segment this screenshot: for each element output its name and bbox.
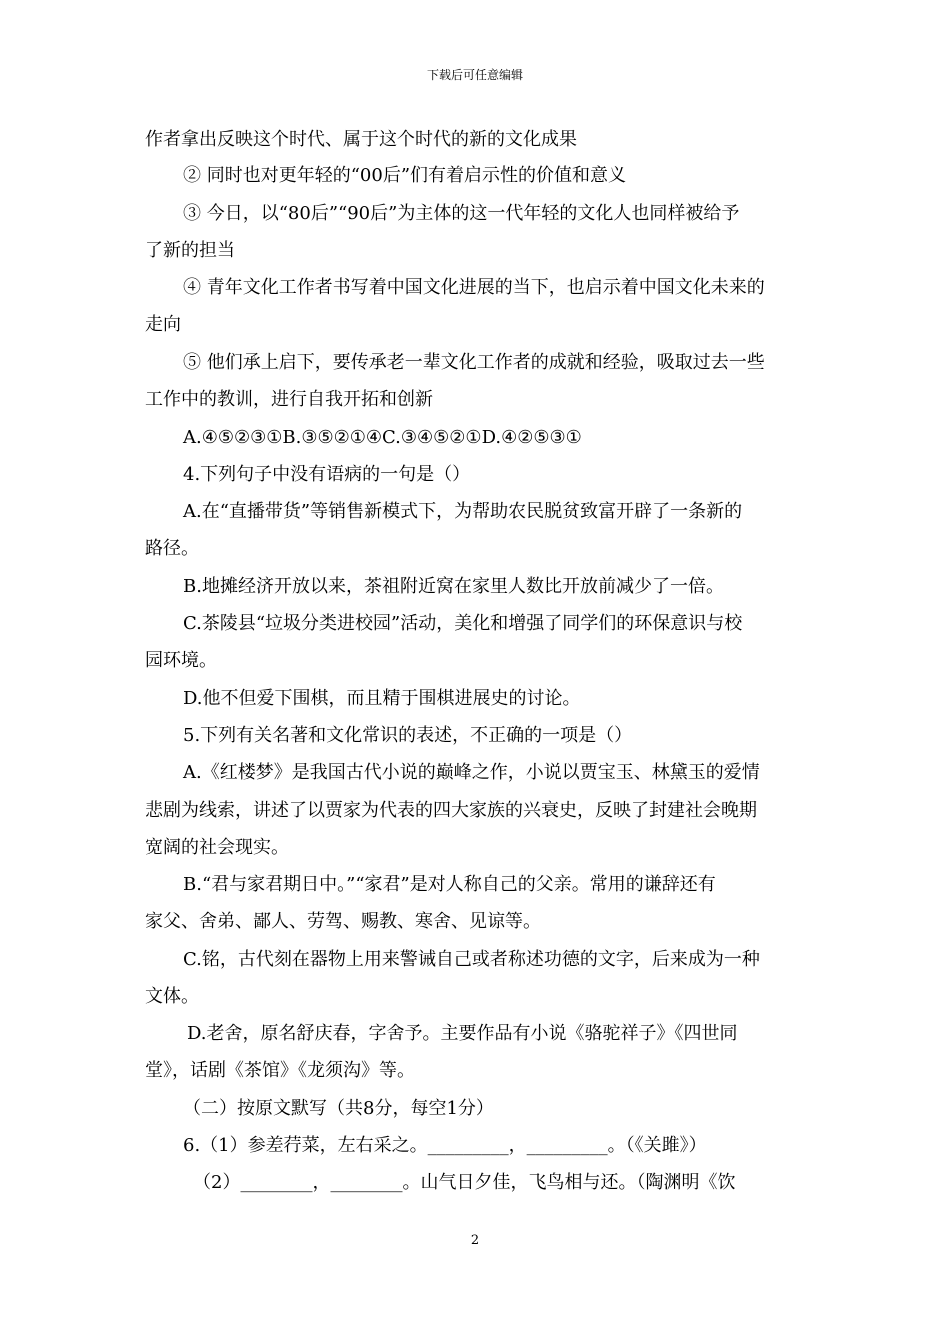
section-heading: （二）按原文默写（共8分，每空1分） xyxy=(183,1098,494,1119)
text-line: B.地摊经济开放以来，茶祖附近窝在家里人数比开放前减少了一倍。 xyxy=(183,576,724,597)
text-line: 文体。 xyxy=(145,986,199,1007)
question-4: 4.下列句子中没有语病的一句是（） xyxy=(183,464,471,485)
text-line: 路径。 xyxy=(145,538,199,559)
page-number: 2 xyxy=(470,1233,480,1248)
text-line: C.茶陵县“垃圾分类进校园”活动，美化和增强了同学们的环保意识与校 xyxy=(183,613,743,634)
answer-options: A.④⑤②③①B.③⑤②①④C.③④⑤②①D.④②⑤③① xyxy=(183,427,582,448)
text-line: D.他不但爱下围棋，而且精于围棋进展史的讨论。 xyxy=(183,688,581,709)
text-line: A.在“直播带货”等销售新模式下，为帮助农民脱贫致富开辟了一条新的 xyxy=(183,501,743,522)
question-6: 6.（1）参差荇菜，左右采之。_________，_________。（《关雎》） xyxy=(183,1135,707,1156)
text-line: ⑤ 他们承上启下，要传承老一辈文化工作者的成就和经验，吸取过去一些 xyxy=(183,352,765,373)
text-line: C.铭，古代刻在器物上用来警诫自己或者称述功德的文字，后来成为一种 xyxy=(183,949,760,970)
text-line: ② 同时也对更年轻的“00后”们有着启示性的价值和意义 xyxy=(183,165,627,186)
text-line: 家父、舍弟、鄙人、劳驾、赐教、寒舍、见谅等。 xyxy=(145,911,541,932)
text-line: 走向 xyxy=(145,314,181,335)
text-line: 了新的担当 xyxy=(145,240,235,261)
text-line: 园环境。 xyxy=(145,650,217,671)
text-line: 作者拿出反映这个时代、属于这个时代的新的文化成果 xyxy=(145,129,577,150)
text-line: （2）________，________。山气日夕佳，飞鸟相与还。（陶渊明《饮 xyxy=(193,1172,736,1193)
text-line: 悲剧为线索，讲述了以贾家为代表的四大家族的兴衰史，反映了封建社会晚期 xyxy=(145,800,757,821)
text-line: 堂》，话剧《茶馆》《龙须沟》等。 xyxy=(145,1060,415,1081)
question-5: 5.下列有关名著和文化常识的表述，不正确的一项是（） xyxy=(183,725,633,746)
text-line: 工作中的教训，进行自我开拓和创新 xyxy=(145,389,433,410)
text-line: 宽阔的社会现实。 xyxy=(145,837,289,858)
text-line: ③ 今日，以“80后”“90后”为主体的这一代年轻的文化人也同样被给予 xyxy=(183,203,740,224)
text-line: B.“君与家君期日中。”“家君”是对人称自己的父亲。常用的谦辞还有 xyxy=(183,874,716,895)
page-header: 下载后可任意编辑 xyxy=(426,68,523,82)
text-line: ④ 青年文化工作者书写着中国文化进展的当下，也启示着中国文化未来的 xyxy=(183,277,765,298)
text-line: A.《红楼梦》是我国古代小说的巅峰之作，小说以贾宝玉、林黛玉的爱情 xyxy=(183,762,760,783)
text-line: D.老舍，原名舒庆春，字舍予。主要作品有小说《骆驼祥子》《四世同 xyxy=(187,1023,738,1044)
